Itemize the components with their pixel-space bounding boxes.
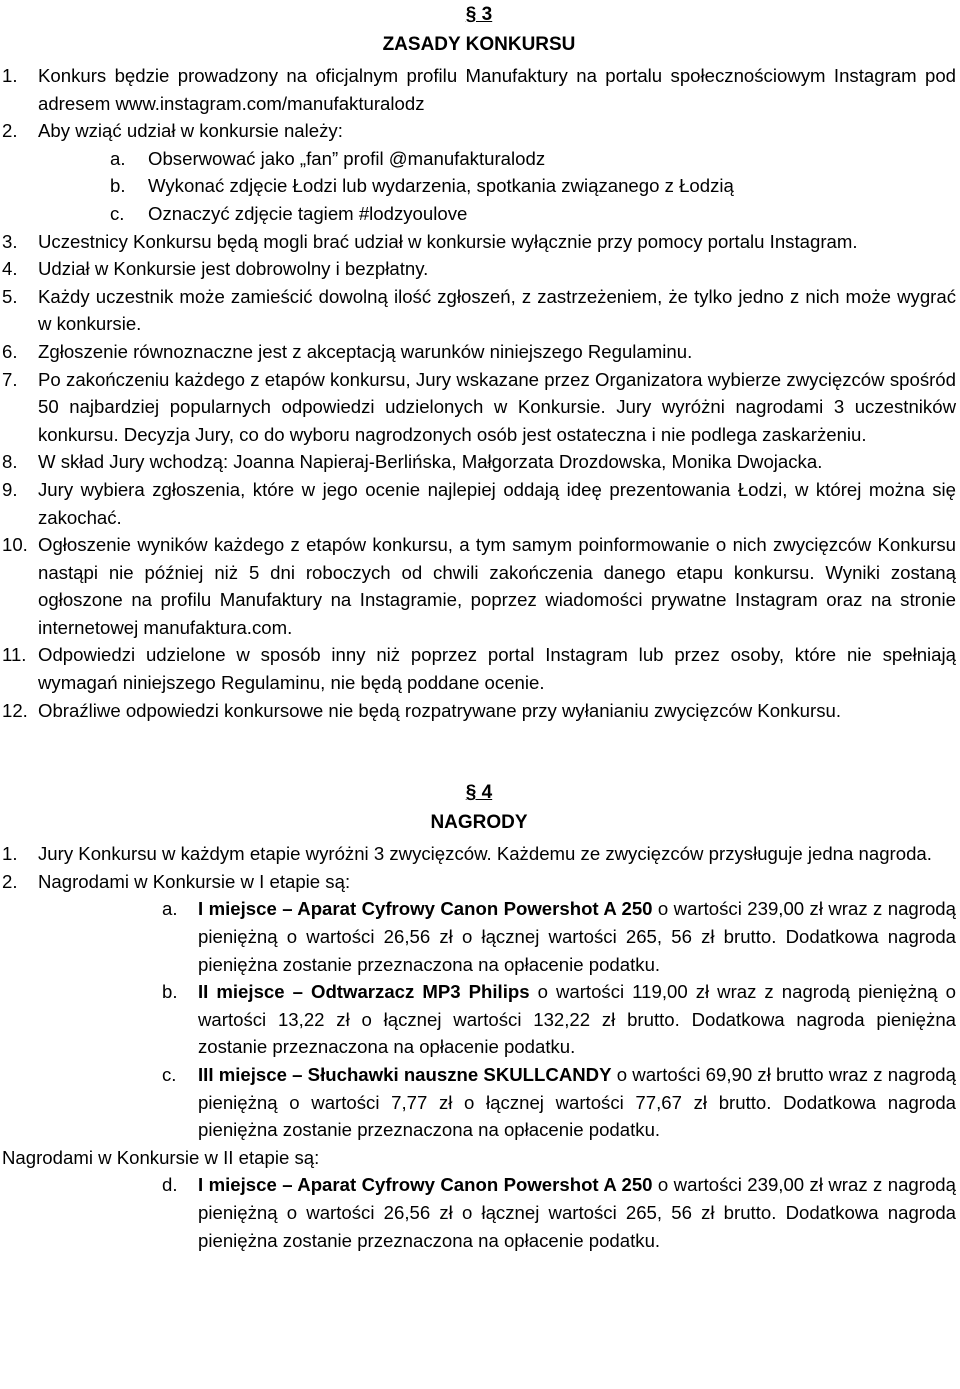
item-text: W skład Jury wchodzą: Joanna Napieraj-Berlińska, Małgorzata Drozdowska, Monika Dwojacka. (38, 451, 823, 473)
prize-item (2, 978, 956, 1061)
item-number: 4. (2, 258, 18, 280)
item-number: 2. (2, 870, 18, 892)
item-text: Obraźliwe odpowiedzi konkursowe nie będą rozpatrywane przy wyłanianiu zwycięzców Konkursu. (38, 699, 842, 721)
item-text: Aby wziąć udział w konkursie należy: (38, 120, 343, 142)
list-item (2, 448, 956, 476)
prize-item (2, 1171, 956, 1254)
item-number: 1. (2, 65, 18, 86)
sub-item-letter: b. (110, 175, 126, 197)
prize-title: I miejsce – Aparat Cyfrowy Canon Powershot A 250 (198, 1174, 653, 1196)
item-number: 6. (2, 340, 18, 362)
list-item (2, 840, 956, 868)
prize-description: o wartości 239,00 zł wraz z nagrodą pieniężną o wartości 26,56 zł o łącznej wartości 265, 56 zł brutto. Dodatkowa nagroda pieniężna zostanie przeznaczona na opłacenie podatku. (198, 898, 956, 975)
prize-title: III miejsce – Słuchawki nauszne SKULLCANDY (198, 1064, 612, 1085)
list-item (2, 228, 956, 256)
prize-letter: a. (162, 898, 178, 920)
prize-item (2, 1061, 956, 1144)
sub-item-text: Obserwować jako „fan” profil @manufakturalodz (148, 147, 546, 169)
sub-item-text: Wykonać zdjęcie Łodzi lub wydarzenia, spotkania związanego z Łodzią (148, 175, 734, 197)
item-text: Jury Konkursu w każdym etapie wyróżni 3 zwycięzców. Każdemu ze zwycięzców przysługuje jedna nagroda. (38, 843, 932, 865)
item-text: Po zakończeniu każdego z etapów konkursu, Jury wskazane przez Organizatora wybierze zwycięzców spośród 50 najbardziej popularnych odpowiedzi udzielonych w Konkursie. Jury wyróżni nagrodami 3 uczestników konkursu. Decyzja Jury, co do wyboru nagrodzonych osób jest ostateczna i nie podlega zaskarżeniu. (38, 368, 956, 445)
item-number: 9. (2, 478, 18, 500)
prize-description: o wartości 119,00 zł wraz z nagrodą pieniężną o wartości 13,22 zł o łącznej wartości 132,22 zł brutto. Dodatkowa nagroda pieniężna zostanie przeznaczona na opłacenie podatku. (198, 981, 956, 1058)
sub-list-item (2, 200, 956, 228)
item-text: Każdy uczestnik może zamieścić dowolną ilość zgłoszeń, z zastrzeżeniem, że tylko jedno z nich może wygrać w konkursie. (38, 285, 956, 335)
prize-title: I miejsce – Aparat Cyfrowy Canon Powershot A 250 (198, 898, 653, 920)
list-item (2, 531, 956, 641)
item-number: 12. (2, 699, 28, 721)
prize-description: o wartości 69,90 zł brutto wraz z nagrodą pieniężną o wartości 7,77 zł o łącznej wartości 77,67 zł brutto. Dodatkowa nagroda pieniężna zostanie przeznaczona na opłacenie podatku. (198, 1064, 956, 1141)
sub-item-letter: c. (110, 202, 125, 224)
item-text: Uczestnicy Konkursu będą mogli brać udział w konkursie wyłącznie przy pomocy portalu Instagram. (38, 230, 858, 252)
prize-letter: d. (162, 1174, 178, 1196)
item-number: 7. (2, 368, 18, 390)
list-item (2, 641, 956, 696)
sub-item-text: Oznaczyć zdjęcie tagiem #lodzyoulove (148, 202, 468, 224)
list-item (2, 255, 956, 283)
prize-description: o wartości 239,00 zł wraz z nagrodą pieniężną o wartości 26,56 zł o łącznej wartości 265, 56 zł brutto. Dodatkowa nagroda pieniężna zostanie przeznaczona na opłacenie podatku. (198, 1174, 956, 1251)
list-item (2, 868, 956, 896)
sub-list-item (2, 172, 956, 200)
item-text: Udział w Konkursie jest dobrowolny i bezpłatny. (38, 258, 429, 280)
item-text: Nagrodami w Konkursie w I etapie są: (38, 870, 351, 892)
prize-letter: c. (162, 1064, 177, 1085)
item-text: Ogłoszenie wyników każdego z etapów konkursu, a tym samym poinformowanie o nich zwycięzców Konkursu nastąpi nie później niż 5 dni roboczych od chwili zakończenia danego etapu konkursu. Wyniki zostaną ogłoszone na profilu Manufaktury na Instagramie, poprzez wiadomości prywatne Instagram oraz na stronie internetowej manufaktura.com. (38, 534, 956, 638)
stage-2-intro: Nagrodami w Konkursie w II etapie są: (2, 1146, 320, 1168)
item-number: 8. (2, 451, 18, 473)
item-text: Zgłoszenie równoznaczne jest z akceptacją warunków niniejszego Regulaminu. (38, 340, 693, 362)
item-number: 1. (2, 843, 18, 865)
list-item (2, 338, 956, 366)
item-text: Odpowiedzi udzielone w sposób inny niż poprzez portal Instagram lub przez osoby, które nie spełniają wymagań niniejszego Regulaminu, nie będą poddane ocenie. (38, 644, 956, 694)
section-number: § 3 (465, 4, 493, 25)
sub-list-item (2, 145, 956, 173)
section-title: ZASADY KONKURSU (382, 34, 576, 55)
prize-letter: b. (162, 981, 178, 1003)
section-3-heading (2, 0, 956, 60)
item-number: 3. (2, 230, 18, 252)
prize-title: II miejsce – Odtwarzacz MP3 Philips (198, 981, 530, 1003)
prize-item (2, 895, 956, 978)
list-item (2, 476, 956, 531)
sub-item-letter: a. (110, 147, 126, 169)
item-number: 11. (2, 644, 27, 666)
item-number: 10. (2, 534, 28, 556)
section-spacer (2, 724, 956, 778)
section-4-heading (2, 778, 956, 838)
list-item (2, 117, 956, 145)
item-text: Jury wybiera zgłoszenia, które w jego ocenie najlepiej oddają ideę prezentowania Łodzi, w której można się zakochać. (38, 478, 956, 528)
list-item (2, 366, 956, 449)
item-text: Konkurs będzie prowadzony na oficjalnym profilu Manufaktury na portalu społecznościowym Instagram pod adresem www.instagram.com/manufakturalodz (38, 65, 956, 114)
list-item (2, 283, 956, 338)
list-item (2, 62, 956, 117)
list-item (2, 697, 956, 725)
section-title: NAGRODY (430, 812, 528, 834)
item-number: 2. (2, 120, 18, 142)
section-number: § 4 (465, 782, 493, 804)
item-number: 5. (2, 285, 18, 307)
